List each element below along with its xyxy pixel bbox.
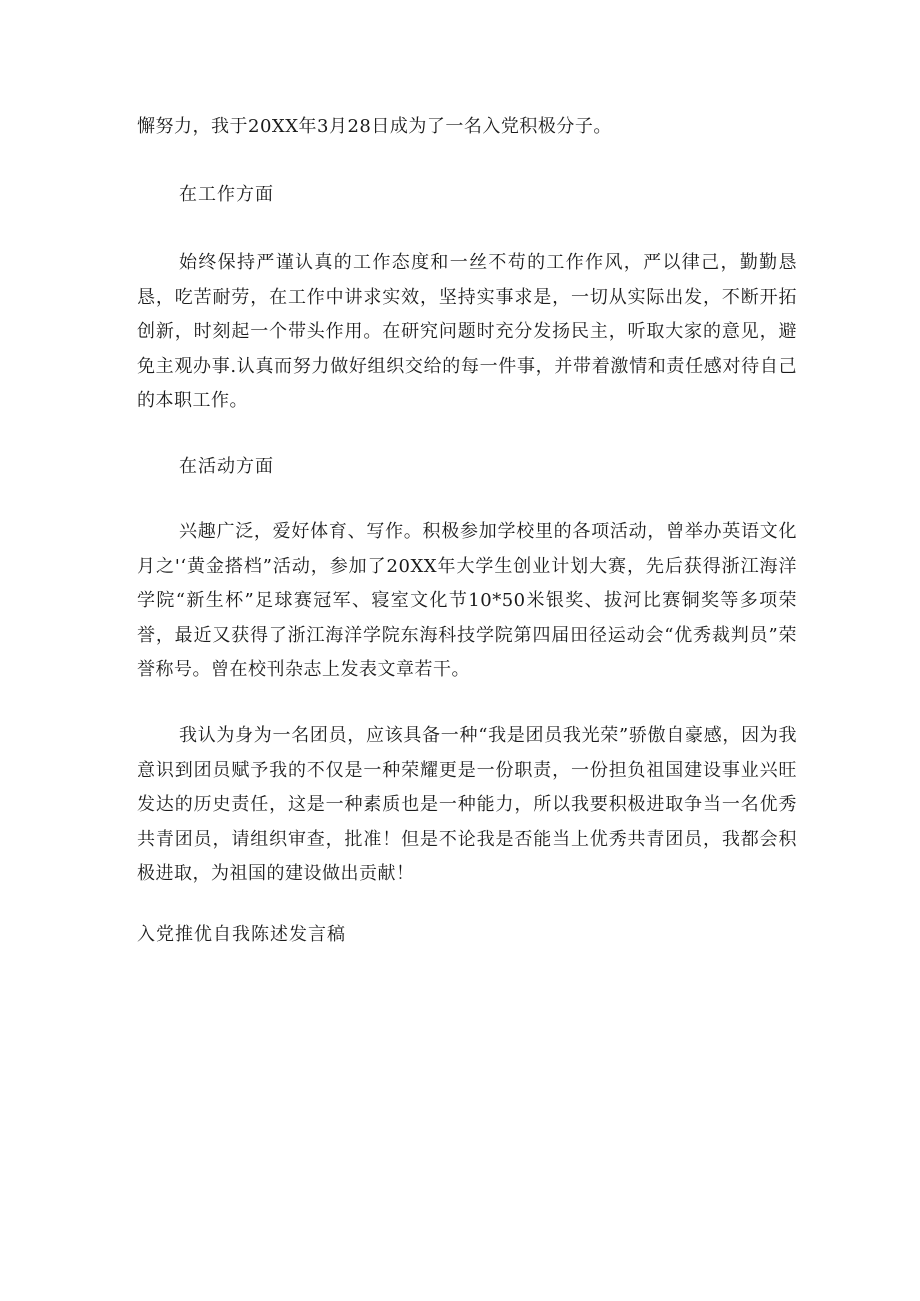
activity-section-paragraph: 兴趣广泛，爱好体育、写作。积极参加学校里的各项活动，曾举办英语文化月之'‘黄金搭档”活动，参加了20XX年大学生创业计划大赛，先后获得浙江海洋学院“新生杯”足球赛冠军、寝室文化节10*50米银奖、拔河比赛铜奖等多项荣誉，最近又获得了浙江海洋学院东海科技学院第四届田径运动会“优秀裁判员”荣誉称号。曾在校刊杂志上发表文章若干。: [137, 521, 797, 680]
work-section-paragraph: 始终保持严谨认真的工作态度和一丝不苟的工作作风，严以律己，勤勤恳恳，吃苦耐劳，在工作中讲求实效，坚持实事求是，一切从实际出发，不断开拓创新，时刻起一个带头作用。在研究问题时充分发扬民主，听取大家的意见，避免主观办事.认真而努力做好组织交给的每一件事，并带着激情和责任感对待自己的本职工作。: [137, 252, 797, 411]
activity-section-heading: 在活动方面: [179, 456, 274, 477]
work-section-heading: 在工作方面: [179, 184, 274, 205]
closing-paragraph: 我认为身为一名团员，应该具备一种“我是团员我光荣”骄傲自豪感，因为我意识到团员赋予我的不仅是一种荣耀更是一份职责，一份担负祖国建设事业兴旺发达的历史责任，这是一种素质也是一种能力，所以我要积极进取争当一名优秀共青团员，请组织审查，批准！但是不论我是否能当上优秀共青团员，我都会积极进取，为祖国的建设做出贡献！: [137, 725, 797, 884]
intro-line: 懈努力，我于20XX年3月28日成为了一名入党积极分子。: [137, 116, 612, 137]
next-document-title: 入党推优自我陈述发言稿: [137, 924, 346, 945]
